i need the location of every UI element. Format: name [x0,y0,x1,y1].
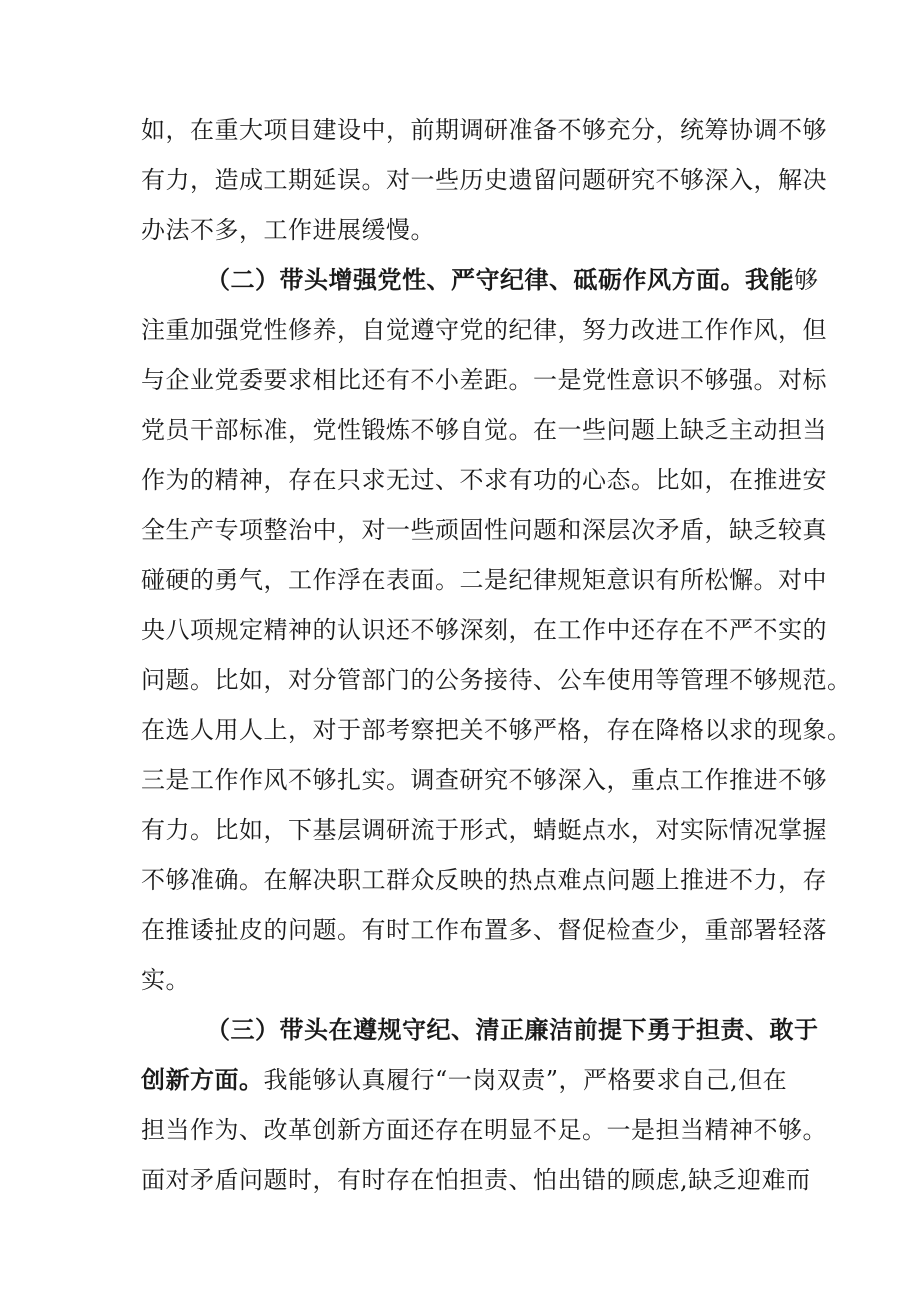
text-run: 央八项规定精神的认识还不够深刻，在工作中还存在不严不实的 [141,616,827,644]
text-line-22 [141,1162,811,1198]
text-run: 问题。比如，对分管部门的公务接待、公车使用等管理不够规范。 [141,666,852,694]
text-line-14 [141,762,827,798]
text-run: 面对矛盾问题时，有时存在怕担责、怕出错的顾虑,缺乏迎难而 [141,1166,811,1194]
text-run: 在推诿扯皮的问题。有时工作布置多、督促检查少，重部署轻落 [141,916,827,944]
text-run: 注重加强党性修养，自觉遵守党的纪律，努力改进工作作风，但 [141,316,827,344]
section-heading-text: （二）带头增强党性、严守纪律、砥砺作风方面。我能 [206,265,794,294]
text-line-15 [141,812,827,848]
text-line-17 [141,912,827,948]
text-line-8 [141,462,827,498]
section-heading-text: （三）带头在遵规守纪、清正廉洁前提下勇于担责、敢于 [206,1015,819,1044]
text-line-5 [141,312,827,348]
text-line-3 [141,212,786,248]
text-line-6 [141,362,827,398]
text-run: 有力，造成工期延误。对一些历史遗留问题研究不够深入，解决 [141,166,827,194]
text-run: 够 [794,266,819,294]
text-run: 三是工作作风不够扎实。调查研究不够深入，重点工作推进不够 [141,766,827,794]
text-line-2 [141,162,827,198]
text-run: 有力。比如，下基层调研流于形式，蜻蜓点水，对实际情况掌握 [141,816,827,844]
text-line-10 [141,562,827,598]
text-run: 在选人用人上，对于部考察把关不够严格，存在降格以求的现象。 [141,716,852,744]
section-heading-2 [206,262,819,298]
text-run: 碰硬的勇气，工作浮在表面。二是纪律规矩意识有所松懈。对中 [141,566,827,594]
text-run: 办法不多，工作进展缓慢。 [141,216,435,244]
text-run: 作为的精神，存在只求无过、不求有功的心态。比如，在推进安 [141,466,827,494]
text-run: 担当作为、改革创新方面还存在明显不足。一是担当精神不够。 [141,1116,827,1144]
text-line-1 [141,112,827,148]
text-run: 与企业党委要求相比还有不小差距。一是党性意识不够强。对标 [141,366,827,394]
text-line-20 [141,1062,786,1098]
text-run: 如，在重大项目建设中，前期调研准备不够充分，统筹协调不够 [141,116,827,144]
text-line-9 [141,512,827,548]
text-line-7 [141,412,827,448]
text-line-11 [141,612,827,648]
text-line-13 [141,712,852,748]
text-line-18 [141,962,786,998]
text-line-21 [141,1112,827,1148]
text-run: 全生产专项整治中，对一些顽固性问题和深层次矛盾，缺乏较真 [141,516,827,544]
text-line-12 [141,662,852,698]
section-heading-3 [206,1012,819,1048]
text-line-16 [141,862,827,898]
section-heading-text: 创新方面。 [141,1065,264,1094]
text-run: 党员干部标准，党性锻炼不够自觉。在一些问题上缺乏主动担当 [141,416,827,444]
text-run: 不够准确。在解决职工群众反映的热点难点问题上推进不力，存 [141,866,827,894]
text-run: 我能够认真履行“一岗双责”，严格要求自己,但在 [263,1066,788,1094]
text-run: 实。 [141,966,190,994]
